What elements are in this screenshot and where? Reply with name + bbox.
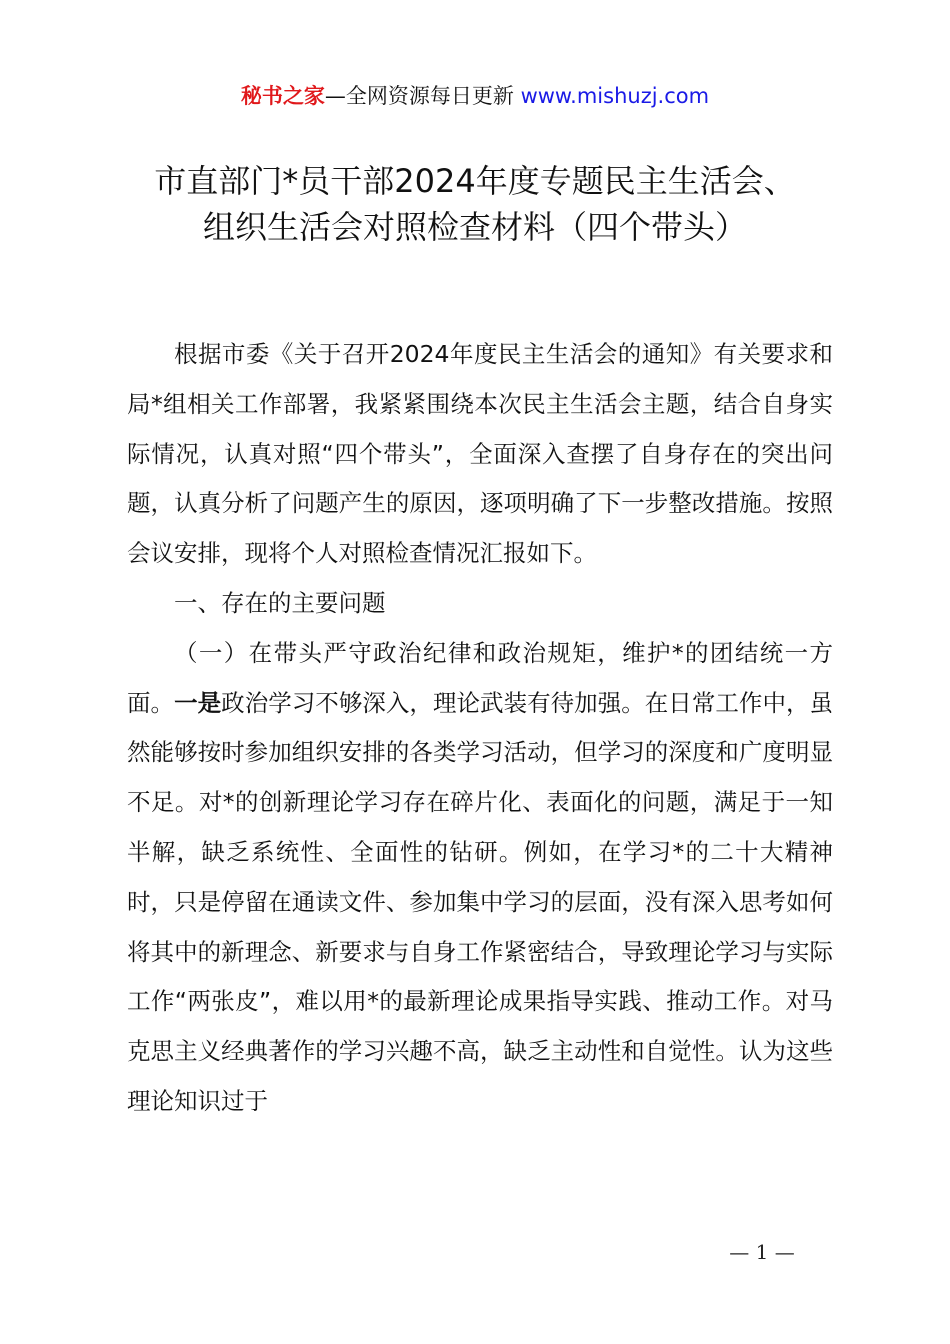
subsection-lead: （一）在带头严守政治纪律和政治规矩，维护*的团结统一方面。 (127, 638, 833, 717)
subsection-paragraph (127, 629, 833, 1127)
site-slogan: —全网资源每日更新 (324, 84, 514, 108)
site-header (0, 80, 950, 112)
site-url-link[interactable]: www.mishuzj.com (520, 84, 710, 108)
document-title (0, 158, 950, 250)
title-line-2: 组织生活会对照检查材料（四个带头） (202, 208, 747, 246)
page-number: — 1 — (729, 1240, 795, 1264)
intro-paragraph: 根据市委《关于召开2024年度民主生活会的通知》有关要求和局*组相关工作部署，我紧紧围绕本次民主生活会主题，结合自身实际情况，认真对照“四个带头”，全面深入查摆了自身存在的突出问题，认真分析了问题产生的原因，逐项明确了下一步整改措施。按照会议安排，现将个人对照检查情况汇报如下。 (127, 340, 833, 568)
section-heading: 一、存在的主要问题 (174, 588, 386, 617)
document-body (127, 330, 833, 1127)
point-text: 政治学习不够深入，理论武装有待加强。在日常工作中，虽然能够按时参加组织安排的各类学习活动，但学习的深度和广度明显不足。对*的创新理论学习存在碎片化、表面化的问题，满足于一知半解，缺乏系统性、全面性的钻研。例如，在学习*的二十大精神时，只是停留在通读文件、参加集中学习的层面，没有深入思考如何将其中的新理念、新要求与自身工作紧密结合，导致理论学习与实际工作“两张皮”，难以用*的最新理论成果指导实践、推动工作。对马克思主义经典著作的学习兴趣不高，缺乏主动性和自觉性。认为这些理论知识过于 (127, 688, 834, 1115)
point-label: 一是 (174, 688, 222, 717)
site-brand: 秘书之家 (240, 84, 325, 108)
title-line-1: 市直部门*员干部2024年度专题民主生活会、 (154, 162, 796, 200)
